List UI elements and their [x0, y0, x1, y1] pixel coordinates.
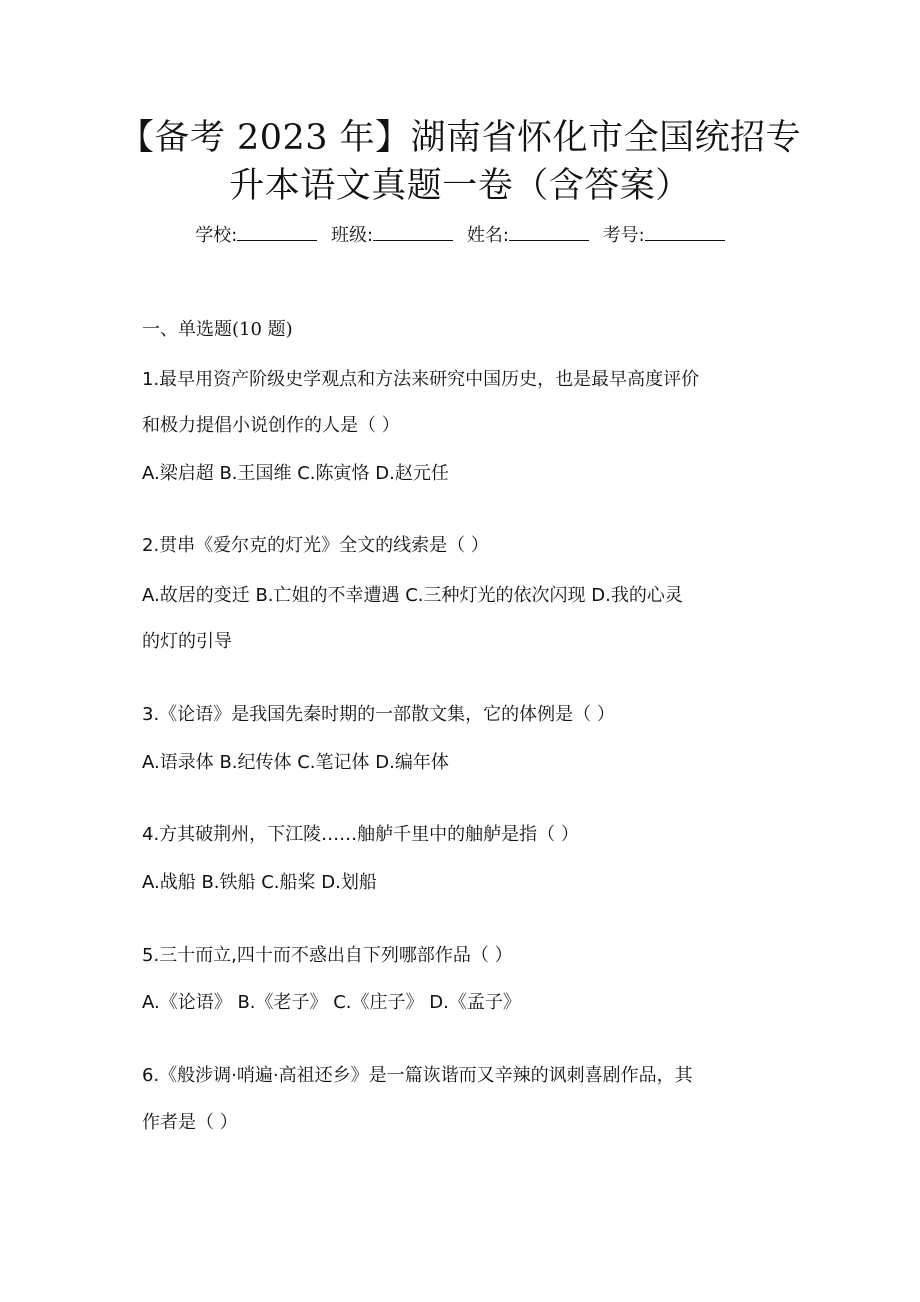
question-4-options: A.战船 B.铁船 C.船桨 D.划船 [142, 872, 377, 893]
info-label-school: 学校: [195, 225, 238, 246]
info-field-exam-number [603, 222, 725, 249]
question-1-stem-line-2: 和极力提倡小说创作的人是（ ） [142, 415, 400, 436]
question-5-stem-line-1: 5.三十而立,四十而不惑出自下列哪部作品（ ） [142, 945, 513, 966]
question-5-options: A.《论语》 B.《老子》 C.《庄子》 D.《孟子》 [142, 992, 521, 1013]
question-1-options: A.梁启超 B.王国维 C.陈寅恪 D.赵元任 [142, 463, 449, 484]
info-label-exam-number: 考号: [602, 225, 645, 246]
info-field-class [331, 222, 453, 249]
question-1-stem-line-1: 1.最早用资产阶级史学观点和方法来研究中国历史，也是最早高度评价 [142, 369, 700, 390]
question-2-stem-line-1: 2.贯串《爱尔克的灯光》全文的线索是（ ） [142, 535, 489, 556]
section-heading: 一、单选题(10 题) [142, 319, 293, 340]
question-2-options-line-2: 的灯的引导 [142, 631, 232, 652]
info-label-class: 班级: [331, 225, 374, 246]
document-title-line-2: 升本语文真题一卷（含答案） [229, 166, 691, 206]
info-blank-exam-number [645, 222, 725, 241]
question-3-stem-line-1: 3.《论语》是我国先秦时期的一部散文集，它的体例是（ ） [142, 704, 615, 725]
student-info-row [0, 222, 920, 249]
info-field-name [467, 222, 589, 249]
question-3-options: A.语录体 B.纪传体 C.笔记体 D.编年体 [142, 752, 449, 773]
info-field-school [195, 222, 317, 249]
question-6-stem-line-1: 6.《般涉调·哨遍·高祖还乡》是一篇诙谐而又辛辣的讽刺喜剧作品，其 [142, 1065, 693, 1086]
info-blank-class [373, 222, 453, 241]
question-2-options-line-1: A.故居的变迁 B.亡姐的不幸遭遇 C.三种灯光的依次闪现 D.我的心灵 [142, 585, 683, 606]
document-title-line-1: 【备考 2023 年】湖南省怀化市全国统招专 [118, 118, 802, 158]
info-blank-school [237, 222, 317, 241]
question-4-stem-line-1: 4.方其破荆州，下江陵……舳舻千里中的舳舻是指（ ） [142, 824, 579, 845]
info-blank-name [509, 222, 589, 241]
question-6-stem-line-2: 作者是（ ） [142, 1112, 238, 1133]
info-label-name: 姓名: [466, 225, 509, 246]
